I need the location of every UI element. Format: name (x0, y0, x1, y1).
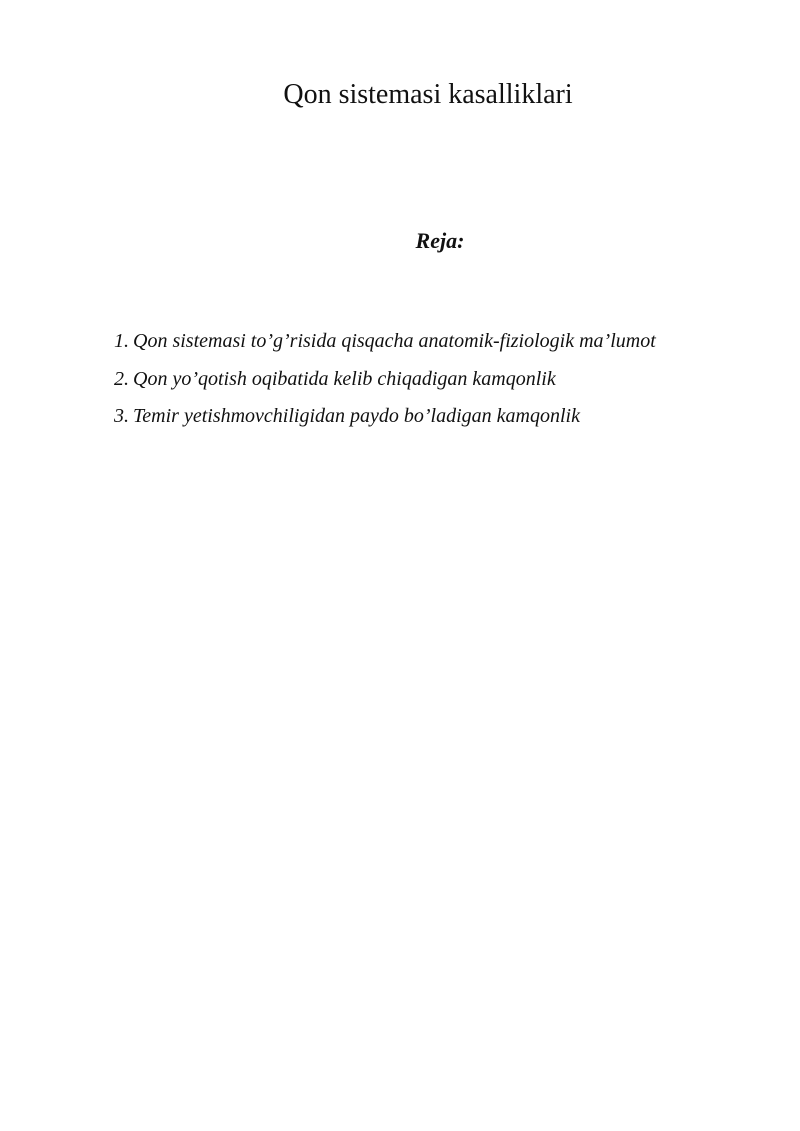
plan-item-text: Temir yetishmovchiligidan paydo bo’ladigan kamqonlik (133, 405, 580, 427)
document-title: Qon sistemasi kasalliklari (283, 79, 573, 110)
plan-item-number: 1. (114, 330, 129, 352)
plan-item-text: Qon sistemasi to’g’risida qisqacha anatomik-fiziologik ma’lumot (133, 330, 656, 352)
plan-item-3 (114, 398, 656, 436)
plan-item-number: 2. (114, 367, 129, 390)
plan-item-1 (114, 323, 656, 361)
plan-item-text: Qon yo’qotish oqibatida kelib chiqadigan kamqonlik (133, 367, 556, 390)
plan-heading: Reja: (415, 228, 465, 253)
plan-list (114, 323, 656, 436)
plan-item-number: 3. (114, 405, 129, 427)
plan-item-2 (114, 361, 656, 399)
